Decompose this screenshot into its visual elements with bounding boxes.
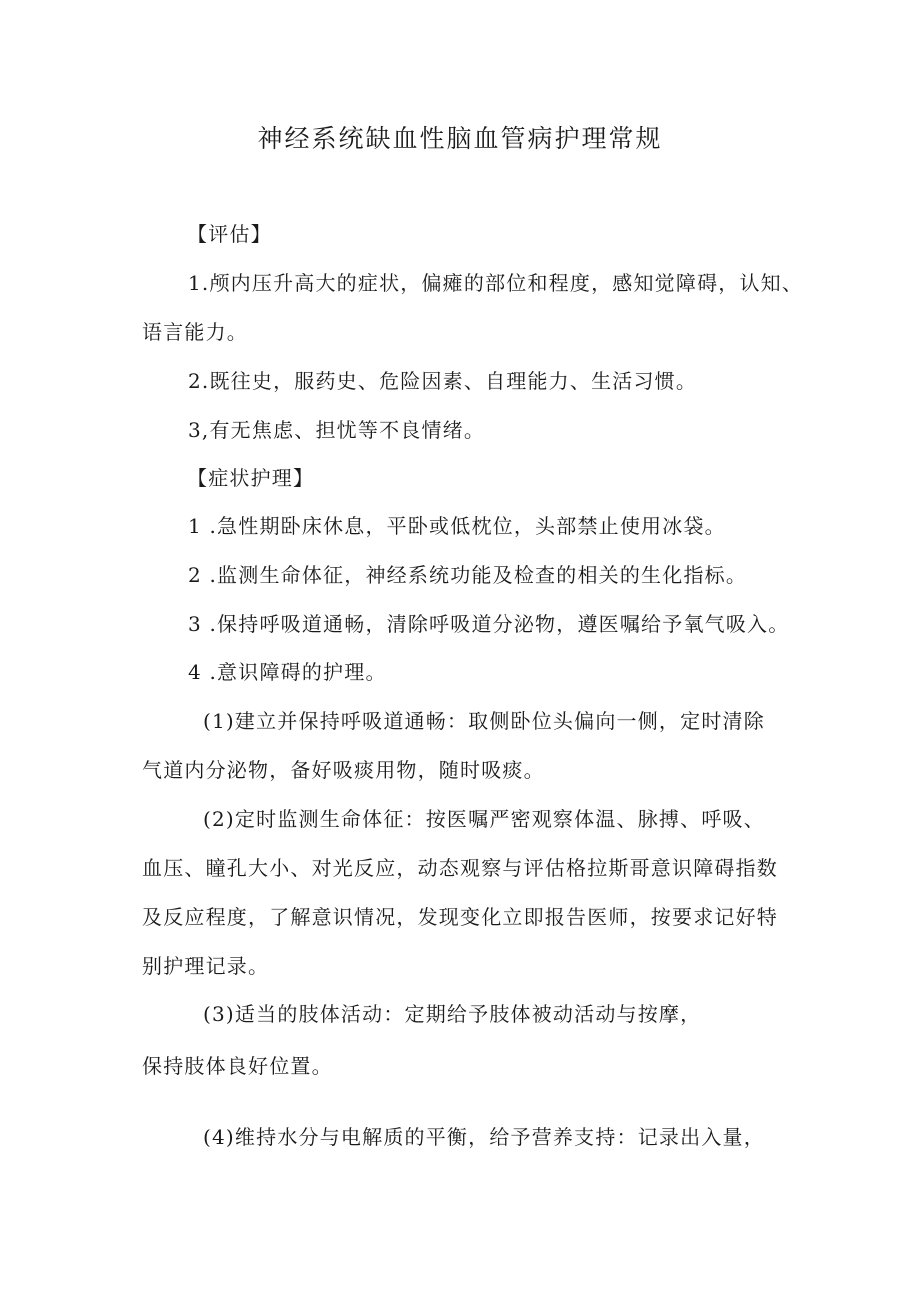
- paragraph-line: 2 .监测生命体征，神经系统功能及检查的相关的生化指标。: [188, 563, 748, 587]
- paragraph-line: 气道内分泌物，备好吸痰用物，随时吸痰。: [142, 758, 545, 782]
- paragraph-line: 语言能力。: [142, 320, 248, 344]
- paragraph-line: (2)定时监测生命体征：按医嘱严密观察体温、脉搏、呼吸、: [203, 807, 765, 831]
- paragraph-line: 别护理记录。: [142, 954, 270, 978]
- paragraph-line: (4)维持水分与电解质的平衡，给予营养支持：记录出入量，: [203, 1125, 765, 1149]
- section-heading-assessment: 【评估】: [187, 222, 272, 246]
- paragraph-line: 3,有无焦虑、担忧等不良情绪。: [188, 418, 486, 442]
- document-title: 神经系统缺血性脑血管病护理常规: [257, 124, 663, 153]
- paragraph-line: 1 .急性期卧床休息，平卧或低枕位，头部禁止使用冰袋。: [188, 514, 726, 538]
- paragraph-line: 血压、瞳孔大小、对光反应，动态观察与评估格拉斯哥意识障碍指数: [142, 856, 778, 880]
- paragraph-line: 4 .意识障碍的护理。: [188, 660, 387, 684]
- paragraph-line: 及反应程度，了解意识情况，发现变化立即报告医师，按要求记好特: [142, 905, 778, 929]
- paragraph-line: 1.颅内压升高大的症状，偏瘫的部位和程度，感知觉障碍，认知、: [188, 271, 804, 295]
- paragraph-line: (1)建立并保持呼吸道通畅：取侧卧位头偏向一侧，定时清除: [203, 709, 765, 733]
- paragraph-line: 3 .保持呼吸道通畅，清除呼吸道分泌物，遵医嘱给予氧气吸入。: [188, 612, 790, 636]
- paragraph-line: 保持肢体良好位置。: [142, 1054, 333, 1078]
- paragraph-line: (3)适当的肢体活动：定期给予肢体被动活动与按摩，: [203, 1002, 702, 1026]
- paragraph-line: 2.既往史，服药史、危险因素、自理能力、生活习惯。: [188, 369, 698, 393]
- section-heading-symptom-care: 【症状护理】: [187, 466, 315, 490]
